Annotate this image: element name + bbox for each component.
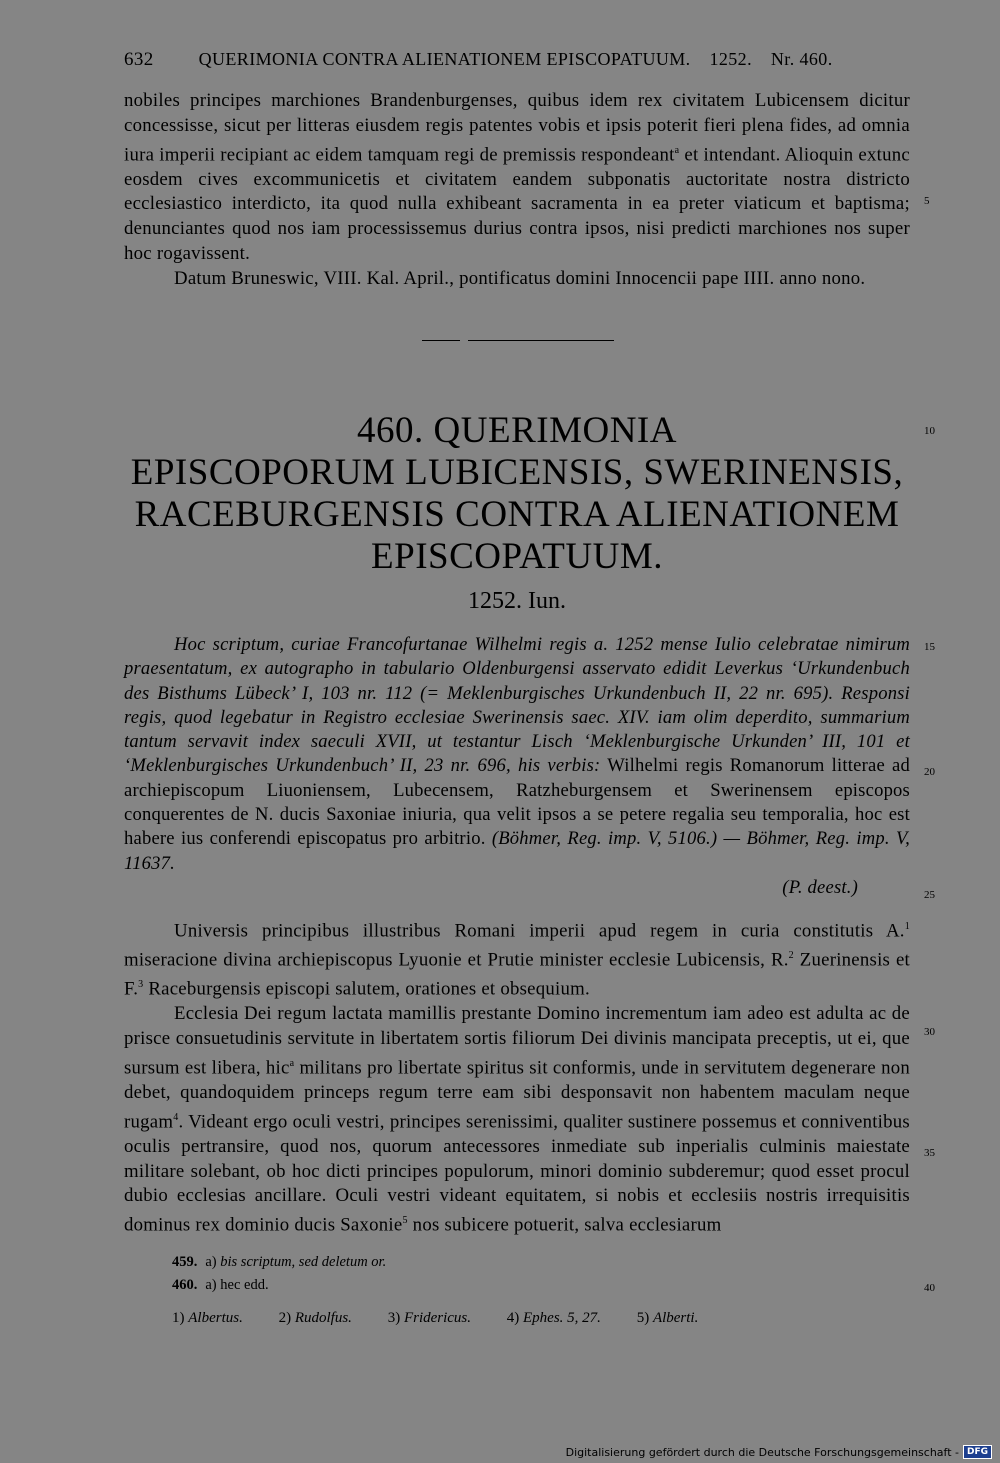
- footer-text: Digitalisierung gefördert durch die Deutsche Forschungsgemeinschaft -: [565, 1445, 959, 1459]
- running-title: QUERIMONIA CONTRA ALIENATIONEM EPISCOPATUUM.: [198, 49, 691, 69]
- document-text: [124, 915, 910, 1238]
- digitization-footer: [566, 1445, 992, 1459]
- line-number: 30: [924, 1026, 935, 1038]
- footnotes: [172, 1310, 912, 1327]
- editorial-introduction: [124, 633, 910, 900]
- running-doc-number: Nr. 460.: [770, 49, 833, 69]
- footnote: 4) Ephes. 5, 27.: [506, 1310, 601, 1326]
- footnote: 5) Alberti.: [636, 1310, 699, 1326]
- footnote-ref: 3: [138, 979, 144, 991]
- title-line: 460. QUERIMONIA: [357, 410, 677, 451]
- critical-note: 459. a) bis scriptum, sed deletum or.: [172, 1254, 387, 1270]
- critical-note: 460. a) hec edd.: [172, 1277, 269, 1293]
- title-line: RACEBURGENSIS CONTRA ALIENATIONEM: [134, 494, 900, 535]
- page-number: 632: [124, 49, 154, 70]
- dating-clause: Datum Bruneswic, VIII. Kal. April., pontificatus domini Innocencii pape IIII. anno nono.: [174, 267, 866, 289]
- document-date: 1252. Iun.: [468, 588, 566, 614]
- footnote-ref: 5: [402, 1215, 408, 1227]
- footnote-ref: 2: [788, 950, 794, 962]
- dfg-logo: DFG: [963, 1445, 992, 1459]
- footnote-ref: 4: [173, 1111, 179, 1123]
- body-paragraph: Ecclesia Dei regum lactata mamillis prestante Domino incrementum iam adeo est adulta ac de prisce consuetudinis servitute in libertatem sortis filiorum Dei divinis mancipata preceptis, ut ei, que sursum est libera, hic$^a$ militans pro libertate spiritus sit conformis, unde in servitutem degenerare non debet, quandoquidem princeps regum terre eam sibi desponsavit non habentem maculam neque rugam$^4$. Videant ergo oculi vestri, principes serenissimi, qualiter sustinere possemus et conniventibus oculis pertransire, quod nos, quorum antecessores inmediate sub inperialis culminis maiestate militare solebant, ob hoc dicti principes populorum, minori dominio subderemur; quod esset procul dubio ecclesias ancillare. Oculi vestri videant equitatem, si nobis et ecclesiis nostris irrequisitis dominus rex dominio ducis Saxonie$^5$ nos subicere potuerit, salva ecclesiarum: [124, 1003, 910, 1236]
- line-number: 15: [924, 641, 935, 653]
- title-line: EPISCOPATUUM.: [371, 536, 663, 577]
- footnote: 1) Albertus.: [172, 1310, 243, 1326]
- footnote: 2) Rudolfus.: [278, 1310, 352, 1326]
- previous-document-text: [124, 89, 910, 292]
- salutation-paragraph: Universis principibus illustribus Romani imperii apud regem in curia constitutis A.$^1$ miseracione divina archiepiscopus Lyuonie et Prutie minister ecclesie Lubicensis, R.$^2$ Zuerinensis et F.$^3$ Raceburgensis episcopi salutem, orationes et obsequium.: [124, 920, 910, 1000]
- line-number: 10: [924, 425, 935, 437]
- note-marker: a: [674, 144, 680, 156]
- running-head: [124, 49, 833, 71]
- intro-source-note: (P. deest.): [782, 876, 858, 898]
- separator-rule: [468, 340, 614, 341]
- running-year: 1252.: [709, 49, 752, 69]
- footnote-ref: 1: [904, 921, 910, 932]
- line-number: 5: [924, 195, 930, 207]
- line-number: 40: [924, 1282, 935, 1294]
- intro-paragraph: Hoc scriptum, curiae Francofurtanae Wilhelmi regis a. 1252 mense Iulio celebratae nimirum praesentatum, ex autographo in tabulario Oldenburgensi asservato edidit Leverkus ‘Urkundenbuch des Bisthums Lübeck’ I, 103 nr. 112 (= Meklenburgisches Urkundenbuch II, 22 nr. 695). Responsi regis, quod legebatur in Registro ecclesiae Swerinensis saec. XIV. iam olim deperdito, summarium tantum servavit index saeculi XVII, ut testantur Lisch ‘Meklenburgische Urkunden’ III, 101 et ‘Meklenburgisches Urkundenbuch’ II, 23 nr. 696, his verbis: Wilhelmi regis Romanorum litterae ad archiepiscopum Liuoniensem, Lubecensem, Ratzheburgensem et Swerinensem episcopos conquerentes de N. ducis Saxoniae iniuria, qua velit ipsos a se petere regalia seu temporalia, hoc est habere ius conferendi episcopatus pro arbitrio. (Böhmer, Reg. imp. V, 5106.) — Böhmer, Reg. imp. V, 11637.: [124, 634, 910, 874]
- footnote: 3) Fridericus.: [387, 1310, 472, 1326]
- previous-paragraph: nobiles principes marchiones Brandenburgenses, quibus idem rex civitatem Lubicensem dicitur concessisse, sicut per litteras eiusdem regis patentes vobis et ipsis poterit fieri plena fides, ad omnia iura imperii recipiant ac eidem tamquam regi de premissis respondeant$^a$ et intendant. Alioquin extunc eosdem cives excommunicetis et civitatem eandem subponatis auctoritate nostra districto ecclesiastico interdicto, ita quod nulla exhibeant sacramenta in ea preter viaticum et baptisma; denunciantes quod nos iam processissemus durius contra ipsos, nisi predicti marchiones nos super hoc rogavissent.: [124, 90, 910, 265]
- separator-rule: [422, 340, 460, 341]
- line-number: 25: [924, 889, 935, 901]
- title-line: EPISCOPORUM LUBICENSIS, SWERINENSIS,: [130, 452, 904, 493]
- line-number: 20: [924, 766, 935, 778]
- line-number: 35: [924, 1147, 935, 1159]
- document-title: [124, 410, 910, 578]
- note-marker: a: [289, 1057, 295, 1069]
